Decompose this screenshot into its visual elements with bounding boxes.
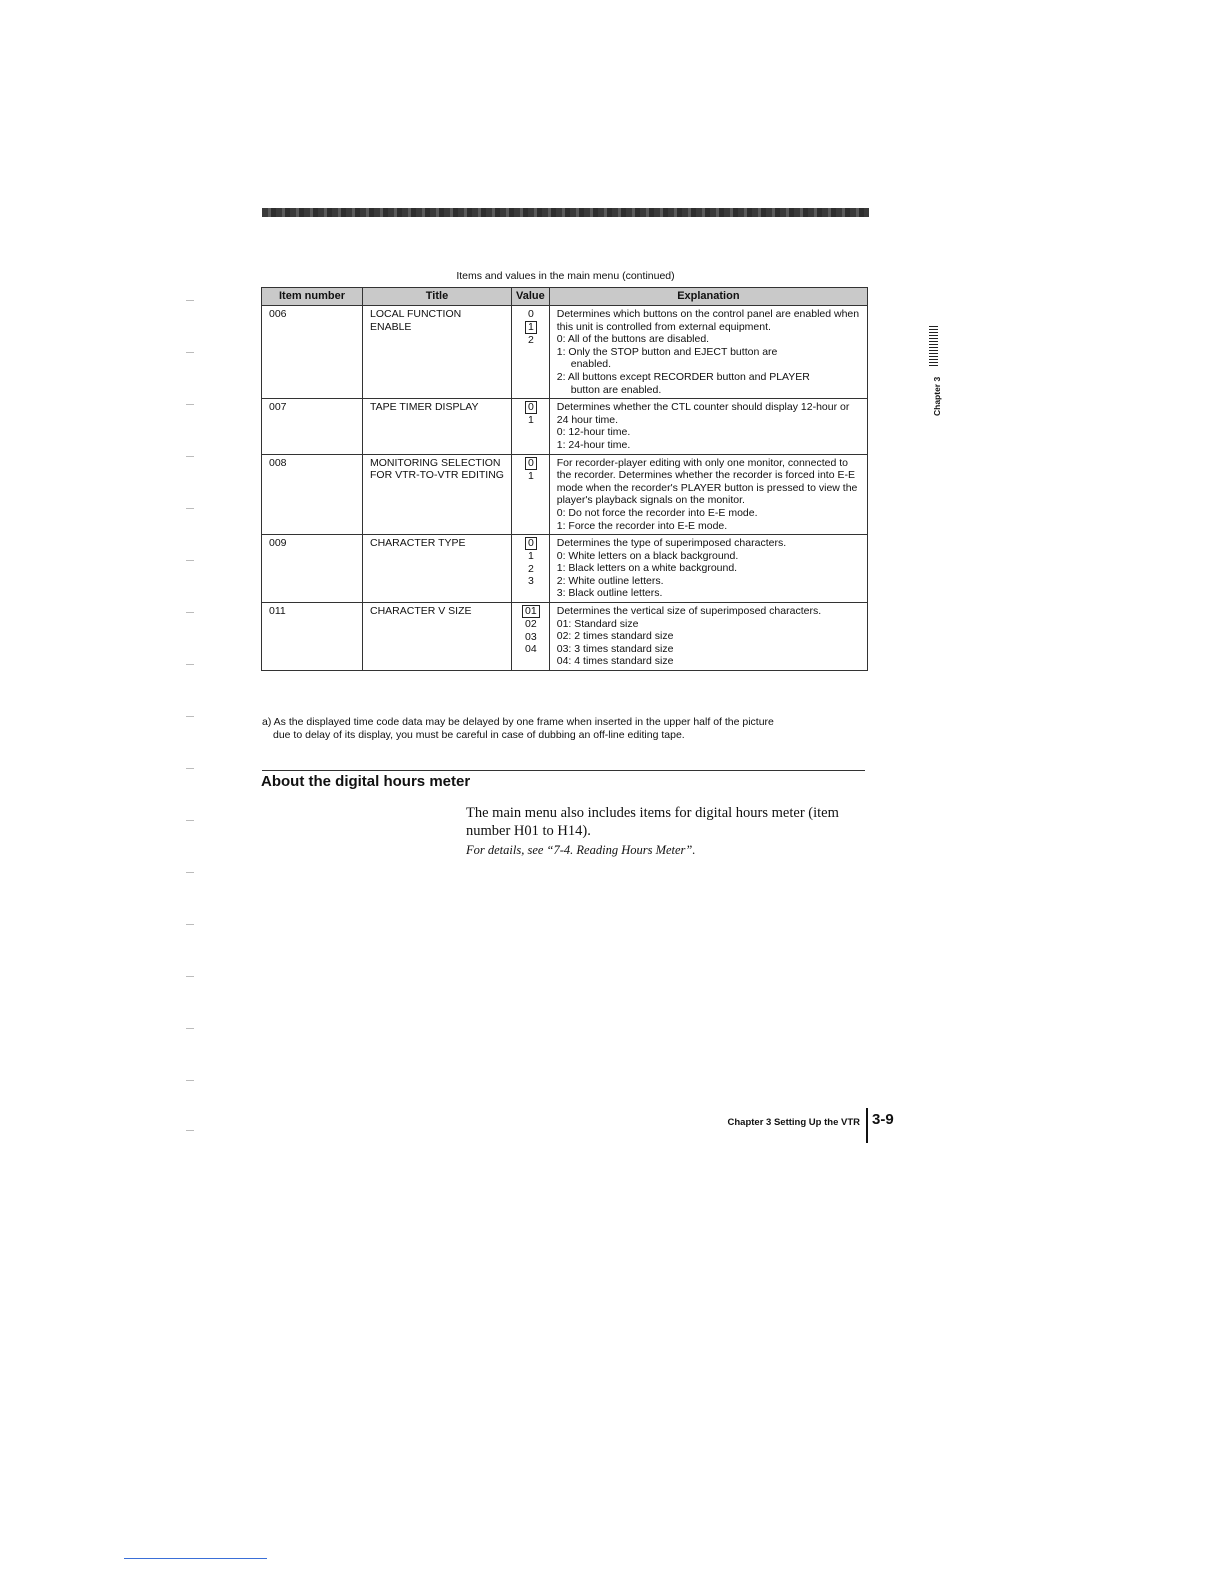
- value-text: 1: [525, 321, 537, 334]
- explanation-line: 1: Force the recorder into E-E mode.: [556, 519, 728, 532]
- table-row: [262, 306, 868, 399]
- explanation-line: 02: 2 times standard size: [556, 630, 674, 643]
- page-number: 3-9: [872, 1111, 894, 1128]
- explanation-line: 04: 4 times standard size: [556, 655, 674, 668]
- value-text: 04: [525, 643, 537, 656]
- table-row: [262, 454, 868, 535]
- value-text: 1: [527, 414, 534, 427]
- chapter-tab-marker: [929, 326, 938, 368]
- header-rule-bar: [262, 208, 869, 217]
- value-cell: [512, 454, 550, 535]
- explanation-line: Determines the vertical size of superimposed characters.: [556, 605, 822, 618]
- header-value: Value: [512, 288, 550, 306]
- default-value: [519, 537, 543, 550]
- value-text: 1: [527, 469, 534, 482]
- value-option: [519, 575, 543, 588]
- item-number-cell: 009: [262, 535, 363, 603]
- value-text: 01: [522, 605, 540, 618]
- value-cell: [512, 535, 550, 603]
- title-cell: MONITORING SELECTION FOR VTR-TO-VTR EDITING: [363, 454, 512, 535]
- value-option: [519, 414, 543, 427]
- default-value: [519, 605, 543, 618]
- footnote-line-2: due to delay of its display, you must be careful in case of dubbing an off-line editing tape.: [273, 729, 685, 741]
- title-cell: CHARACTER TYPE: [363, 535, 512, 603]
- value-text: 02: [525, 618, 537, 631]
- item-number-cell: 006: [262, 306, 363, 399]
- default-value: [519, 321, 543, 334]
- value-text: 03: [525, 630, 537, 643]
- value-option: [519, 563, 543, 576]
- value-cell: [512, 306, 550, 399]
- explanation-cell: [549, 306, 867, 399]
- section-body: The main menu also includes items for digital hours meter (item number H01 to H14).: [466, 805, 839, 839]
- value-option: [519, 550, 543, 563]
- value-option: [519, 470, 543, 483]
- explanation-line: 01: Standard size: [556, 617, 639, 630]
- section-rule: [262, 770, 865, 771]
- item-number-cell: 007: [262, 399, 363, 454]
- value-option: [519, 308, 543, 321]
- table-row: [262, 603, 868, 671]
- explanation-line: 2: All buttons except RECORDER button and PLAYER: [556, 370, 810, 383]
- value-option: [519, 631, 543, 644]
- table-caption: Items and values in the main menu (continued): [456, 270, 675, 282]
- value-text: 2: [527, 562, 534, 575]
- title-cell: CHARACTER V SIZE: [363, 603, 512, 671]
- explanation-cell: [549, 603, 867, 671]
- value-text: 0: [525, 457, 537, 470]
- table-header-row: [262, 288, 868, 306]
- default-value: [519, 457, 543, 470]
- bottom-link-underline: [124, 1558, 267, 1559]
- explanation-line: Determines which buttons on the control panel are enabled when this unit is controlled from external equipment.: [556, 308, 860, 333]
- value-text: 0: [527, 308, 534, 320]
- header-explanation: Explanation: [549, 288, 867, 306]
- section-reference: For details, see “7-4. Reading Hours Meter”.: [466, 843, 696, 857]
- explanation-line: 0: White letters on a black background.: [556, 549, 739, 562]
- value-option: [519, 643, 543, 656]
- value-cell: [512, 399, 550, 454]
- explanation-line: Determines whether the CTL counter should display 12-hour or 24 hour time.: [556, 401, 850, 426]
- value-text: 0: [525, 401, 537, 414]
- explanation-line: 1: Black letters on a white background.: [556, 562, 738, 575]
- explanation-line: 3: Black outline letters.: [556, 587, 663, 600]
- explanation-line: 03: 3 times standard size: [556, 642, 674, 655]
- main-menu-table: [261, 287, 868, 671]
- default-value: [519, 401, 543, 414]
- explanation-line: 1: Only the STOP button and EJECT button are: [556, 345, 778, 358]
- explanation-line: enabled.: [570, 358, 612, 371]
- title-cell: LOCAL FUNCTION ENABLE: [363, 306, 512, 399]
- explanation-line: For recorder-player editing with only one monitor, connected to the recorder. Determines whether the recorder is forced into E-E mode when the recorder's PLAYER button is pressed to view the player's playback signals on the monitor.: [556, 456, 858, 507]
- header-title: Title: [363, 288, 512, 306]
- explanation-line: 0: 12-hour time.: [556, 426, 631, 439]
- value-text: 0: [525, 537, 537, 550]
- item-number-cell: 008: [262, 454, 363, 535]
- explanation-cell: [549, 535, 867, 603]
- chapter-tab-label: Chapter 3: [932, 376, 942, 416]
- footnote: [262, 716, 869, 742]
- footer-divider: [866, 1108, 868, 1143]
- table-row: [262, 399, 868, 454]
- header-item-number: Item number: [262, 288, 363, 306]
- explanation-line: 0: Do not force the recorder into E-E mode.: [556, 506, 758, 519]
- item-number-cell: 011: [262, 603, 363, 671]
- value-cell: [512, 603, 550, 671]
- table-body: [262, 306, 868, 671]
- value-text: 2: [527, 333, 534, 346]
- value-option: [519, 334, 543, 347]
- section-heading: About the digital hours meter: [261, 773, 471, 790]
- explanation-cell: [549, 454, 867, 535]
- table-row: [262, 535, 868, 603]
- explanation-line: 2: White outline letters.: [556, 574, 664, 587]
- footnote-line-1: a) As the displayed time code data may be delayed by one frame when inserted in the upper half of the picture: [262, 716, 774, 728]
- explanation-line: 1: 24-hour time.: [556, 438, 631, 451]
- value-text: 3: [527, 575, 534, 588]
- title-cell: TAPE TIMER DISPLAY: [363, 399, 512, 454]
- value-text: 1: [527, 550, 534, 563]
- footer-chapter-title: Chapter 3 Setting Up the VTR: [727, 1117, 860, 1128]
- explanation-cell: [549, 399, 867, 454]
- explanation-line: 0: All of the buttons are disabled.: [556, 333, 710, 346]
- value-option: [519, 618, 543, 631]
- explanation-line: button are enabled.: [570, 383, 662, 396]
- explanation-line: Determines the type of superimposed characters.: [556, 537, 787, 550]
